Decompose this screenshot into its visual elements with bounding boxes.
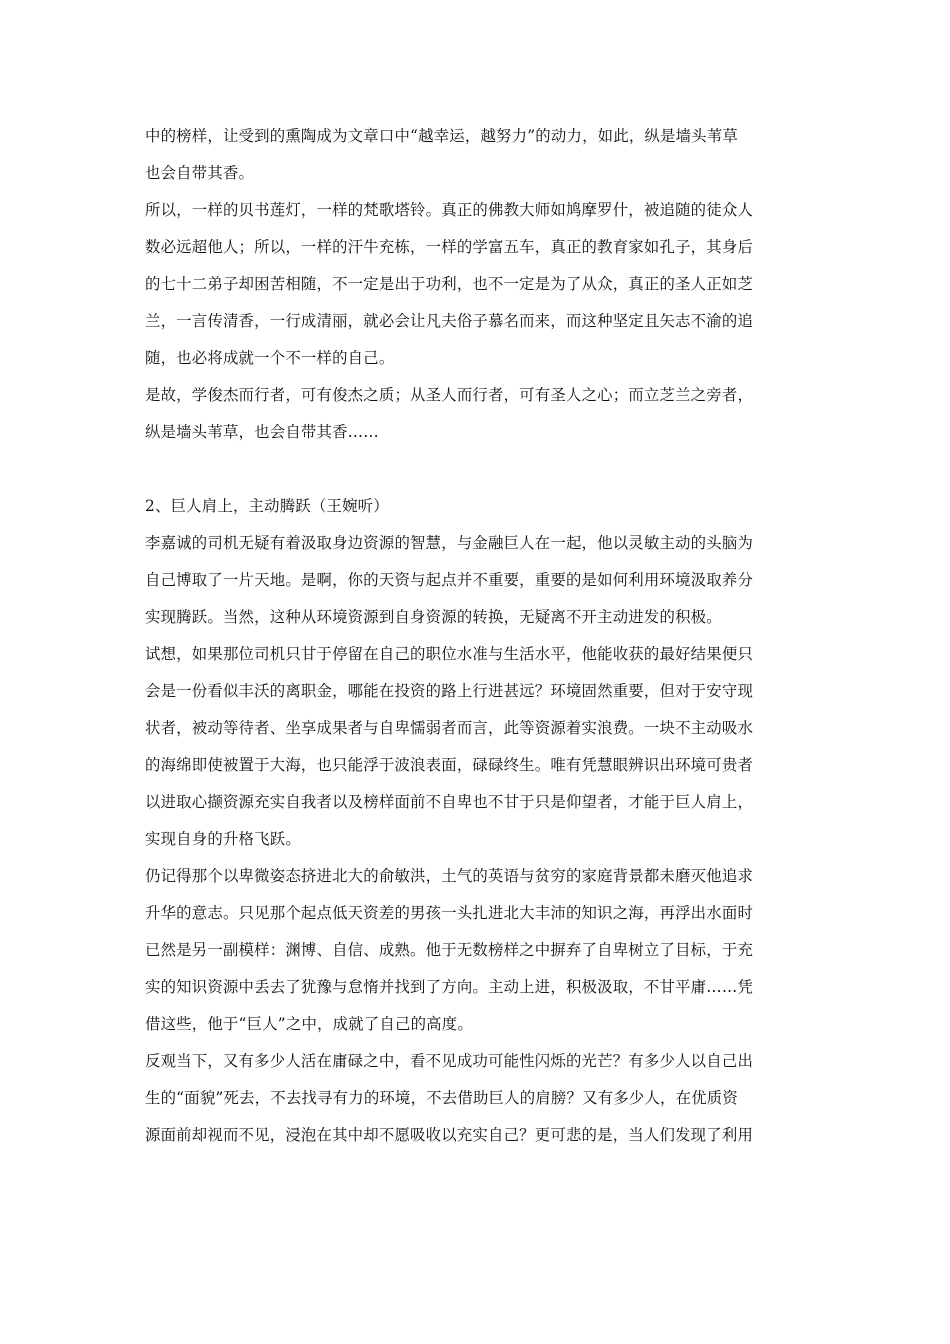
paragraph: 是故，学俊杰而行者，可有俊杰之质；从圣人而行者，可有圣人之心；而立芝兰之旁者， 纵是墙头苇草，也会自带其香…… [145, 386, 754, 441]
paragraph: 李嘉诚的司机无疑有着汲取身边资源的智慧，与金融巨人在一起，他以灵敏主动的头脑为 自己博取了一片天地。是啊，你的天资与起点并不重要，重要的是如何利用环境汲取养分 实现腾跃。当然，这种从环境资源到自身资源的转换，无疑离不开主动进发的积极。 [145, 534, 754, 626]
paragraph: 中的榜样，让受到的熏陶成为文章口中“越幸运，越努力”的动力，如此，纵是墙头苇草 也会自带其香。 [145, 127, 738, 182]
paragraph: 仍记得那个以卑微姿态挤进北大的俞敏洪，土气的英语与贫穷的家庭背景都未磨灭他追求 升华的意志。只见那个起点低天资差的男孩一头扎进北大丰沛的知识之海，再浮出水面时 已然是另一副模样：渊博、自信、成熟。他于无数榜样之中摒弃了自卑树立了目标，于充 实的知识资源中丢去了犹豫与怠惰并找到了方向。主动上进，积极汲取，不甘平庸……凭 借这些，他于“巨人”之中，成就了自己的高度。 [145, 867, 754, 1033]
paragraph: 试想，如果那位司机只甘于停留在自己的职位水准与生活水平，他能收获的最好结果便只 会是一份看似丰沃的离职金，哪能在投资的路上行进甚远？环境固然重要，但对于安守现 状者，被动等待者、坐享成果者与自卑懦弱者而言，此等资源着实浪费。一块不主动吸水 的海绵即使被置于大海，也只能浮于波浪表面，碌碌终生。唯有凭慧眼辨识出环境可贵者 以进取心撷资源充实自我者以及榜样面前不自卑也不甘于只是仰望者，才能于巨人肩上， 实现自身的升格飞跃。 [145, 645, 754, 848]
section-heading: 2、巨人肩上，主动腾跃（王婉听） [145, 497, 389, 515]
paragraph: 所以，一样的贝书莲灯，一样的梵歌塔铃。真正的佛教大师如鸠摩罗什，被追随的徒众人 数必远超他人；所以，一样的汗牛充栋，一样的学富五车，真正的教育家如孔子，其身后 的七十二弟子却困苦相随，不一定是出于功利，也不一定是为了从众，真正的圣人正如芝 兰，一言传清香，一行成清丽，就必会让凡夫俗子慕名而来，而这种坚定且矢志不渝的追 随，也必将成就一个不一样的自己。 [145, 201, 754, 367]
paragraph: 反观当下，又有多少人活在庸碌之中，看不见成功可能性闪烁的光芒？有多少人以自己出 生的“面貌”死去，不去找寻有力的环境，不去借助巨人的肩膀？又有多少人，在优质资 源面前却视而不见，浸泡在其中却不愿吸收以充实自己？更可悲的是，当人们发现了利用 [145, 1052, 754, 1144]
document-page [145, 118, 813, 1154]
